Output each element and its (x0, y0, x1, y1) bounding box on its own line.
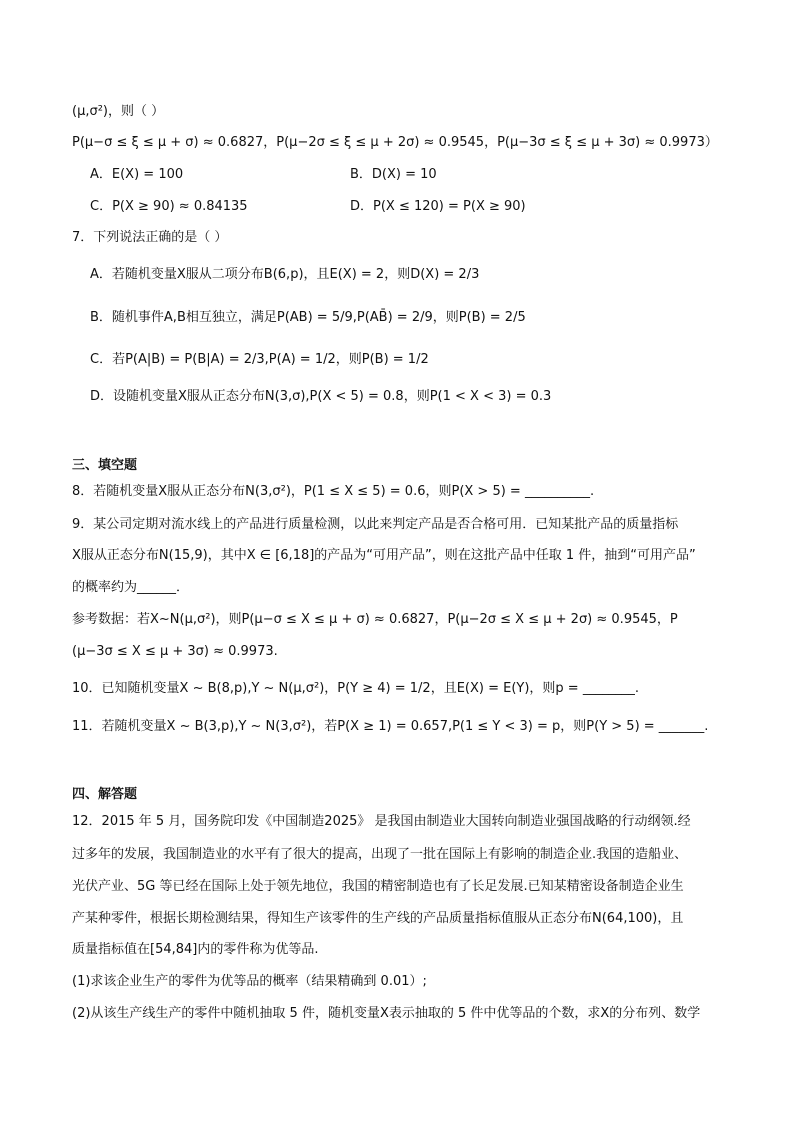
q7-option-b: B．随机事件A,B相互独立，满足P(AB) = 5/9,P(AB̄) = 2/9，则P(B) = 2/5 (90, 310, 526, 325)
section3-title: 三、填空题 (72, 458, 138, 473)
q7-option-d: D．设随机变量X服从正态分布N(3,σ),P(X < 5) = 0.8，则P(1 < X < 3) = 0.3 (90, 389, 552, 404)
q9-reference-line1: 参考数据：若X~N(μ,σ²)，则P(μ−σ ≤ X ≤ μ + σ) ≈ 0.6827，P(μ−2σ ≤ X ≤ μ + 2σ) ≈ 0.9545，P (72, 612, 678, 627)
q6-option-d: D．P(X ≤ 120) = P(X ≥ 90) (350, 199, 526, 214)
q12-line5: 质量指标值在[54,84]内的零件称为优等品. (72, 942, 319, 957)
q9-line3: 的概率约为______． (72, 580, 190, 595)
q11: 11．若随机变量X ~ B(3,p),Y ~ N(3,σ²)，若P(X ≥ 1) = 0.657,P(1 ≤ Y < 3) = p，则P(Y > 5) = _______. (72, 719, 709, 734)
q9-line1: 9．某公司定期对流水线上的产品进行质量检测，以此来判定产品是否合格可用．已知某批产品的质量指标 (72, 517, 679, 532)
q12-part2: (2)从该生产线生产的零件中随机抽取 5 件，随机变量X表示抽取的 5 件中优等品的个数，求X的分布列、数学 (72, 1006, 701, 1021)
section4-title: 四、解答题 (72, 787, 138, 802)
q7-stem: 7．下列说法正确的是（ ） (72, 230, 228, 245)
q12-line3: 光伏产业、5G 等已经在国际上处于领先地位，我国的精密制造也有了长足发展.已知某精密设备制造企业生 (72, 879, 684, 894)
q12-line4: 产某种零件，根据长期检测结果，得知生产该零件的生产线的产品质量指标值服从正态分布N(64,100)，且 (72, 911, 684, 926)
q12-line1: 12．2015 年 5 月，国务院印发《中国制造2025》 是我国由制造业大国转向制造业强国战略的行动纲领.经 (72, 814, 691, 829)
q12-part1: (1)求该企业生产的零件为优等品的概率（结果精确到 0.01）; (72, 974, 427, 989)
q6-option-c: C．P(X ≥ 90) ≈ 0.84135 (90, 199, 248, 214)
q8: 8．若随机变量X服从正态分布N(3,σ²)，P(1 ≤ X ≤ 5) = 0.6，则P(X > 5) = __________. (72, 484, 595, 499)
q9-reference-line2: (μ−3σ ≤ X ≤ μ + 3σ) ≈ 0.9973. (72, 644, 278, 659)
q10: 10．已知随机变量X ~ B(8,p),Y ~ N(μ,σ²)，P(Y ≥ 4) = 1/2，且E(X) = E(Y)，则p = ________. (72, 681, 639, 696)
q6-reference-data: P(μ−σ ≤ ξ ≤ μ + σ) ≈ 0.6827，P(μ−2σ ≤ ξ ≤ μ + 2σ) ≈ 0.9545，P(μ−3σ ≤ ξ ≤ μ + 3σ) ≈ 0.9973） (72, 135, 718, 150)
q7-option-c: C．若P(A|B) = P(B|A) = 2/3,P(A) = 1/2，则P(B) = 1/2 (90, 352, 429, 367)
q9-line2: X服从正态分布N(15,9)，其中X ∈ [6,18]的产品为“可用产品”，则在这批产品中任取 1 件，抽到“可用产品” (72, 548, 696, 563)
q7-option-a: A．若随机变量X服从二项分布B(6,p)，且E(X) = 2，则D(X) = 2/3 (90, 267, 480, 282)
q6-option-a: A．E(X) = 100 (90, 167, 184, 182)
q6-option-b: B．D(X) = 10 (350, 167, 437, 182)
q12-line2: 过多年的发展，我国制造业的水平有了很大的提高，出现了一批在国际上有影响的制造企业.我国的造船业、 (72, 847, 688, 862)
q6-stem-tail: (μ,σ²)，则（ ） (72, 104, 165, 119)
